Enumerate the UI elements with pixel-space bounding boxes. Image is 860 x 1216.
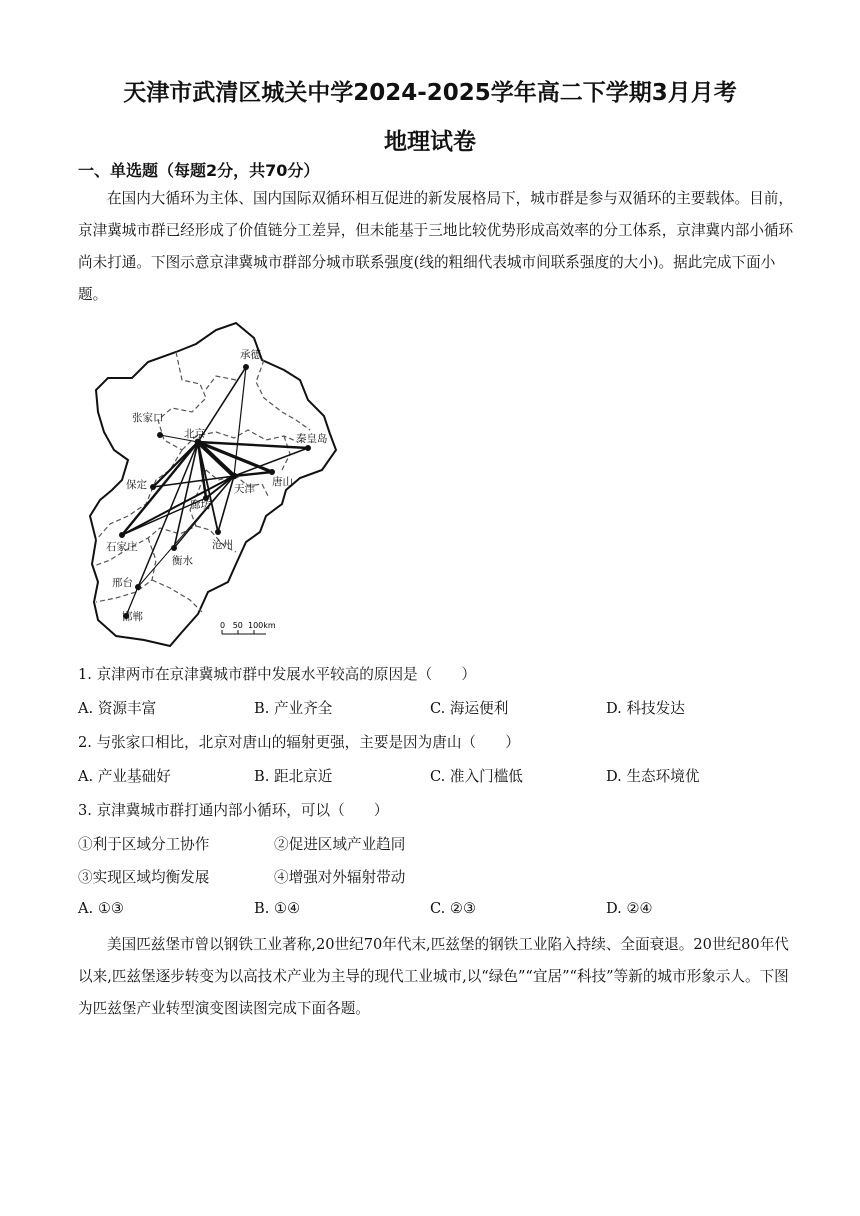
q3-statement-1: ①利于区域分工协作 [78,836,210,853]
passage-1: 在国内大循环为主体、国内国际双循环相互促进的新发展格局下，城市群是参与双循环的主要载体。目前，京津冀城市群已经形成了价值链分工差异，但未能基于三地比较优势形成高效率的分工体系，京津冀内部小循环尚未打通。下图示意京津冀城市群部分城市联系强度(线的粗细代表城市间联系强度的大小)。据此完成下面小题。 [78,190,794,303]
q2-option-a: A. 产业基础好 [78,768,171,785]
q3-statement-2: ②促进区域产业趋同 [274,836,406,853]
connection-lines [122,367,308,616]
q3-option-d: D. ②④ [606,900,653,917]
city-label-xingtai: 邢台 [112,577,133,589]
city-label-langfang: 廊坊 [190,499,211,511]
map-figure [86,320,346,650]
q3-option-a: A. ①③ [78,900,124,917]
q2-option-c: C. 准入门槛低 [430,768,523,785]
city-label-baoding: 保定 [126,479,147,491]
city-label-qinhuangdao: 秦皇岛 [296,433,328,445]
scale-label: 0 50 100km [220,621,276,630]
q2-option-b: B. 距北京近 [254,768,333,785]
city-label-chengde: 承德 [240,349,261,361]
q1-option-b: B. 产业齐全 [254,700,333,717]
city-label-handan: 邯郸 [122,611,143,623]
city-label-zhangjiakou: 张家口 [132,412,164,424]
section-heading: 一、单选题（每题2分，共70分） [78,161,320,180]
q2-option-d: D. 生态环境优 [606,768,700,785]
q3-option-b: B. ①④ [254,900,301,917]
page-title: 天津市武清区城关中学2024-2025学年高二下学期3月月考 [123,80,737,106]
city-label-tianjin: 天津 [234,483,255,495]
q3-option-c: C. ②③ [430,900,477,917]
question-3-stem: 3. 京津冀城市群打通内部小循环，可以（ ） [78,802,389,819]
scale-bar [220,621,276,634]
city-label-beijing: 北京 [184,428,205,440]
q1-option-a: A. 资源丰富 [78,700,157,717]
city-label-tangshan: 唐山 [272,476,293,488]
q1-option-d: D. 科技发达 [606,700,685,717]
q1-option-c: C. 海运便利 [430,700,509,717]
q3-statement-3: ③实现区域均衡发展 [78,869,210,886]
city-label-hengshui: 衡水 [172,555,193,567]
question-1-stem: 1. 京津两市在京津冀城市群中发展水平较高的原因是（ ） [78,666,477,683]
city-label-shijiazhuang: 石家庄 [106,541,138,553]
city-connection-map [86,320,346,650]
city-label-cangzhou: 沧州 [212,539,233,551]
page-subtitle: 地理试卷 [384,129,476,155]
q3-statement-4: ④增强对外辐射带动 [274,869,406,886]
passage-2: 美国匹兹堡市曾以钢铁工业著称,20世纪70年代末,匹兹堡的钢铁工业陷入持续、全面衰退。20世纪80年代以来,匹兹堡逐步转变为以高技术产业为主导的现代工业城市,以“绿色”“宜居”“科技”等新的城市形象示人。下图为匹兹堡产业转型演变图读图完成下面各题。 [78,936,789,1017]
question-2-stem: 2. 与张家口相比，北京对唐山的辐射更强，主要是因为唐山（ ） [78,734,520,751]
